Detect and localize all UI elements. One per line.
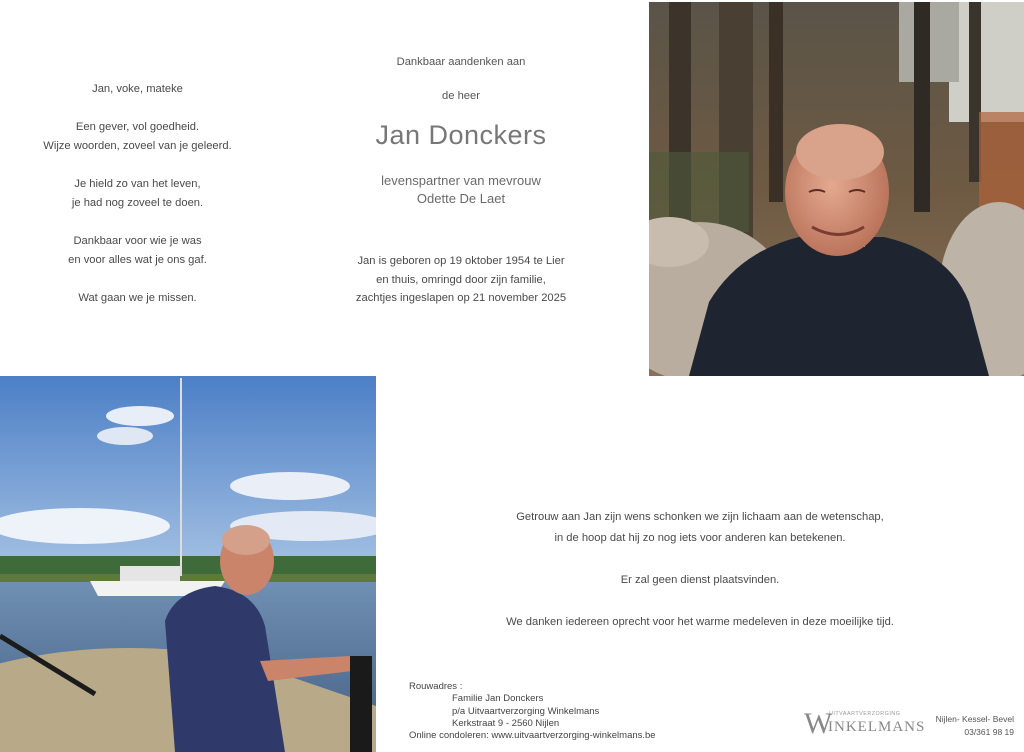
funeral-home-logo — [804, 707, 926, 741]
poem-line: Jan, voke, mateke — [92, 83, 183, 95]
poem-stanza — [20, 289, 255, 308]
poem — [20, 80, 255, 327]
mourning-address — [409, 681, 656, 742]
poem-line: Wijze woorden, zoveel van je geleerd. — [43, 140, 232, 152]
condolence-link[interactable]: Online condoleren: www.uitvaartverzorging-winkelmans.be — [409, 730, 656, 742]
life-dates — [300, 252, 622, 308]
poem-line: Dankbaar voor wie je was — [73, 235, 202, 247]
poem-stanza — [20, 118, 255, 156]
closing-message — [440, 507, 960, 633]
sailing-photo — [0, 376, 376, 752]
poem-line: Wat gaan we je missen. — [78, 292, 197, 304]
poem-stanza — [20, 80, 255, 99]
partner-line: levenspartner van mevrouw — [381, 173, 541, 188]
sailing-illustration — [0, 376, 376, 752]
portrait-photo — [649, 2, 1024, 376]
poem-stanza — [20, 175, 255, 213]
address-label: Rouwadres : — [409, 681, 463, 692]
poem-line: je had nog zoveel te doen. — [71, 197, 204, 209]
deceased-name: Jan Donckers — [375, 120, 547, 150]
logo-subtitle: UITVAARTVERZORGING — [829, 711, 901, 717]
address-family: Familie Jan Donckers — [452, 693, 544, 705]
poem-line: Je hield zo van het leven, — [74, 178, 201, 190]
portrait-illustration — [649, 2, 1024, 376]
date-line: zachtjes ingeslapen op 21 november 2025 — [355, 292, 567, 304]
brand-phone: 03/361 98 19 — [964, 727, 1014, 737]
message-line: in de hoop dat hij zo nog iets voor anderen kan betekenen. — [554, 532, 846, 544]
poem-stanza — [20, 232, 255, 270]
announcement — [300, 56, 622, 308]
date-line: Jan is geboren op 19 oktober 1954 te Lier — [357, 255, 565, 267]
logo-letter-w: W — [804, 707, 833, 740]
poem-line: en voor alles wat je ons gaf. — [68, 254, 207, 266]
address-street: Kerkstraat 9 - 2560 Nijlen — [452, 717, 560, 729]
poem-line: Een gever, vol goedheid. — [75, 121, 200, 133]
partner-name: Odette De Laet — [416, 191, 506, 206]
message-line: We danken iedereen oprecht voor het warme medeleven in deze moeilijke tijd. — [506, 616, 894, 628]
message-line: Getrouw aan Jan zijn wens schonken we zijn lichaam aan de wetenschap, — [516, 511, 884, 523]
date-line: en thuis, omringd door zijn familie, — [376, 273, 546, 286]
logo-wordmark: INKELMANS — [828, 719, 926, 735]
announcement-title: de heer — [442, 90, 480, 102]
announcement-intro: Dankbaar aandenken aan — [396, 56, 526, 68]
brand-locations: Nijlen- Kessel- Bevel — [935, 714, 1014, 724]
address-care-of: p/a Uitvaartverzorging Winkelmans — [452, 705, 600, 717]
message-line: Er zal geen dienst plaatsvinden. — [620, 574, 780, 586]
partner-info — [300, 172, 622, 208]
funeral-home-contact — [914, 713, 1014, 739]
